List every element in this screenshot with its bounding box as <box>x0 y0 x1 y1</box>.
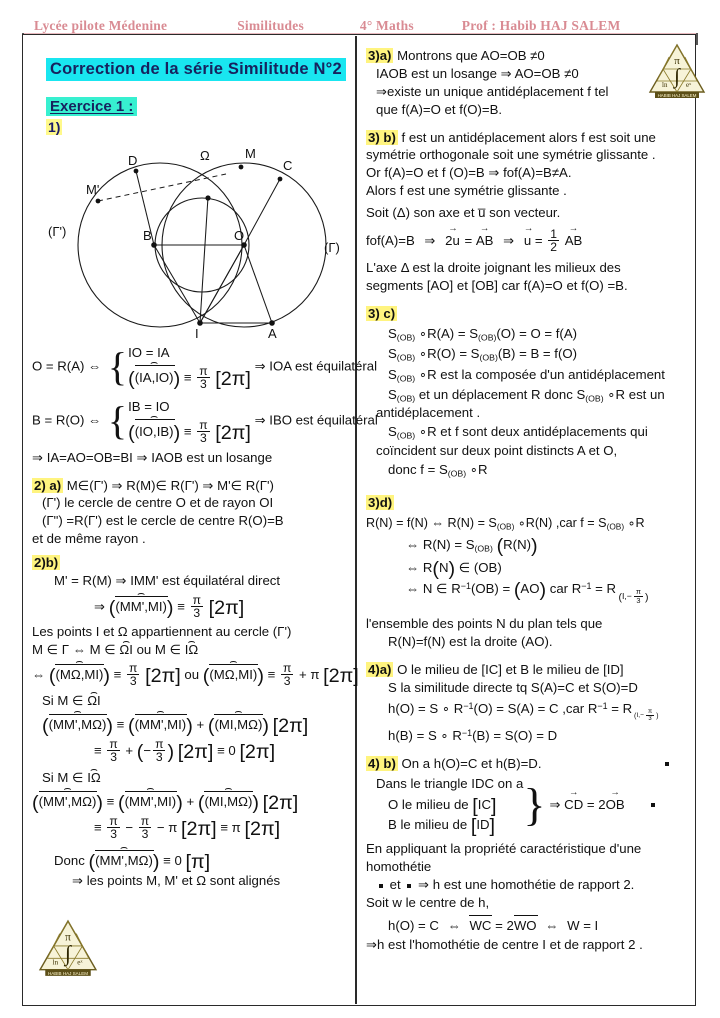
q3c-line2: $S_{(OB)}$ ∘R(O) = $S_{(OB)}(B) = B = f(O)$ <box>388 346 577 363</box>
eq2-lhs: B = R(O) ⇔ <box>32 412 102 428</box>
q3d-line1: R(N) = f(N) ⇔ $R(N) = S_{(OB)}$ ∘R(N) ,car $f = S_{(OB)}$ ∘R <box>366 516 645 532</box>
label-C: C <box>283 158 293 173</box>
q4b-line3: O le milieu de [IC] <box>388 794 497 817</box>
q3c-line7: coïncident sur deux point distincts A et O, <box>376 442 618 458</box>
q3c-line5: antidéplacement . <box>376 405 481 421</box>
q3a-line1: Montrons que AO=OB ≠0 <box>397 48 545 63</box>
q3a-line3: ⇒existe un unique antidéplacement f tel <box>376 83 609 99</box>
q3b-line5: Soit (Δ) son axe et u̅ son vecteur. <box>366 205 561 221</box>
eq2-conclusion: ⇒ IBO est équilatéral <box>254 412 378 428</box>
q3b-line4: Alors f est une symétrie glissante . <box>366 183 567 199</box>
q3d-line3: ⇔ R(N) ∈ (OB) <box>406 557 502 580</box>
q4b-line7: et ⇒ h est une homothétie de rapport 2. <box>366 877 688 894</box>
q4b-line1: On a h(O)=C et h(B)=D. <box>401 755 542 771</box>
footer-emblem <box>38 918 98 980</box>
brace-icon: { <box>107 344 128 390</box>
q3b-line7: segments [AO] et [OB] car f(A)=O et f(O) =B. <box>366 278 628 294</box>
q4b-line9: ⇒h est l'homothétie de centre I et de rapport 2 . <box>366 936 643 952</box>
svg-text:eˣ: eˣ <box>77 958 83 967</box>
svg-text:∫: ∫ <box>674 64 680 88</box>
question-2b-label: 2)b) <box>34 555 59 571</box>
label-Omega: Ω <box>200 148 210 163</box>
brace-icon: { <box>107 398 128 444</box>
membership-line: M ∈ Γ ⇔ M ∈ ΩI ⌢ ou M ∈ IΩ ⌢ <box>32 642 348 659</box>
header-level: 4° Maths <box>359 18 414 33</box>
vector-CD: CD → <box>564 797 583 814</box>
svg-text:eˣ: eˣ <box>686 81 692 89</box>
q3b-line6: L'axe Δ est la droite joignant les milieux des <box>366 260 621 276</box>
equivalence-line: ⇔ ((MΩ,MI) ⌢) ≡ $\frac{\pi}{3}$ [2π] ou ((MΩ,MI) ⌢) ≡ $\frac{\pi}{3}$ + π [2π] <box>32 662 348 688</box>
question-3b <box>366 130 688 147</box>
vector-AB-2: AB → <box>565 233 583 250</box>
question-2a <box>32 478 348 495</box>
bullet-marker-3 <box>379 884 383 888</box>
svg-text:ln: ln <box>52 958 59 967</box>
q3c-line3: $S_{(OB)}$ ∘R est la composée d'un antidéplacement <box>388 366 665 384</box>
emblem-caption: HABIB HAJ SALEM <box>47 970 89 976</box>
geometry-figure <box>32 139 358 339</box>
q4b-line4: B le milieu de [ID] <box>388 815 496 838</box>
case-2-eq1: ((MM',MΩ) ⌢) ≡ ((MM',MI) ⌢) + ((MI,MΩ) ⌢) [2π] <box>32 789 348 811</box>
question-4b <box>366 756 688 773</box>
case-2-eq2: ≡ $\frac{\pi}{3}$ − $\frac{\pi}{3}$ − π [2π] ≡ π [2π] <box>94 813 281 841</box>
page-title: Correction de la série Similitude N°2 <box>46 58 346 81</box>
q4b-equation: h(O) = C ⇔ WC = 2WO ⇔ W = I <box>388 917 599 933</box>
question-3c-label: 3) c) <box>368 305 396 321</box>
right-column <box>360 40 694 1002</box>
haj-salem-math-emblem <box>648 42 706 102</box>
q3d-line5: l'ensemble des points N du plan tels que <box>366 616 603 632</box>
label-M: M <box>245 146 256 161</box>
svg-text:π: π <box>65 931 71 944</box>
question-2b <box>32 555 348 572</box>
eq1-conclusion: ⇒ IOA est équilatéral <box>254 358 378 374</box>
eq1-angle: (IA,IO) ⌢ <box>135 363 174 388</box>
q3b-line3: Or f(A)=O et f (O)=B ⇒ fof(A)=B≠A. <box>366 165 572 181</box>
bullet-marker-1 <box>665 762 669 766</box>
svg-text:π: π <box>674 55 680 67</box>
case-1-label: Si M ∈ ΩI ⌢ <box>32 693 348 710</box>
bullet-marker-4 <box>407 884 411 888</box>
equation-O-equals-RA <box>32 343 378 392</box>
vector-WO: WO <box>513 917 537 933</box>
q3d-line2: ⇔ $R(N) = S_{(OB)}$ (R(N)) <box>406 535 538 558</box>
q4b-triangle-block <box>366 775 688 836</box>
q3c-line1: $S_{(OB)}$ ∘R(A) = $S_{(OB)}(O) = O = f(A)$ <box>388 325 578 343</box>
eq1-row1: IO = IA <box>128 345 170 360</box>
q4b-line2: Dans le triangle IDC on a <box>376 775 524 791</box>
alignment-conclusion: ⇒ les points M, M' et Ω sont alignés <box>72 872 281 888</box>
page-header <box>22 10 698 34</box>
q2b-line1: M' = R(M) ⇒ IMM' est équilatéral direct <box>54 573 281 589</box>
label-circle-gamma-prime: (Γ') <box>48 224 67 239</box>
question-2a-text: M∈(Γ') ⇒ R(M)∈ R(Γ') ⇒ M'∈ R(Γ') <box>66 477 274 493</box>
q3c-line4: $S_{(OB)}$ et un déplacement R donc $S_{(OB)}$ ∘R est un <box>388 386 665 404</box>
question-4b-label: 4) b) <box>368 755 396 771</box>
emblem-caption: HABIB HAJ SALEM <box>657 93 697 98</box>
q3d-line6: R(N)=f(N) est la droite (AO). <box>388 634 553 650</box>
vector-AB: AB → <box>476 233 494 250</box>
left-column <box>26 40 378 1002</box>
question-3d-label: 3)d) <box>368 495 393 511</box>
q4b-result: ⇒ CD → = 2OB → <box>549 797 624 814</box>
right-brace-icon: } <box>523 779 546 831</box>
label-B: B <box>143 228 152 243</box>
q3d-line4: ⇔ N ∈ $R^{-1}(OB) = (AO)$ car $R^{-1} = R$ $_{(I,- \frac{\pi}{3} )}$ <box>406 579 649 605</box>
q3c-line8: donc $f = S_{(OB)}$ ∘R <box>388 461 488 478</box>
eq1-lhs: O = R(A) ⇔ <box>32 358 102 374</box>
question-2a-label: 2) a) <box>34 477 62 493</box>
question-1-label: 1) <box>48 119 61 135</box>
question-3a <box>366 48 688 65</box>
q3b-line1: f est un antidéplacement alors f est soit une <box>401 129 656 145</box>
q3a-line2: IAOB est un losange ⇒ AO=OB ≠0 <box>376 65 579 81</box>
equation-B-equals-RO <box>32 397 378 445</box>
case-2-label: Si M ∈ IΩ ⌢ <box>32 770 348 787</box>
question-3b-label: 3) b) <box>368 129 396 145</box>
q4b-line6: homothétie <box>366 859 432 875</box>
two-circles-diagram <box>32 139 358 339</box>
question-4a <box>366 662 688 679</box>
q3c-line6: $S_{(OB)}$ ∘R et f sont deux antidéplacements qui <box>388 424 648 441</box>
case-1-eq2: ≡ $\frac{\pi}{3}$ + (− $\frac{\pi}{3}$ ) [2π] ≡ 0 [2π] <box>94 736 276 765</box>
vector-WC: WC <box>469 917 492 933</box>
question-3a-label: 3)a) <box>368 48 392 63</box>
label-O: O <box>234 228 245 243</box>
q2a-line2: (Γ') le cercle de centre O et de rayon OI <box>42 495 274 511</box>
exercise-heading: Exercice 1 : <box>46 97 137 116</box>
header-teacher: Prof : Habib HAJ SALEM <box>461 18 621 33</box>
vector-u: u → <box>524 233 531 250</box>
header-school: Lycée pilote Médenine <box>34 18 168 33</box>
q2b-equation: ⇒ ((MM',MI) ⌢) ≡ $\frac{\pi}{3}$ [2π] <box>32 594 348 620</box>
q2a-line4: et de même rayon . <box>32 531 146 547</box>
label-M-prime: M' <box>86 182 100 197</box>
label-circle-gamma: (Γ) <box>324 240 340 255</box>
q2a-line3: (Γ") =R(Γ') est le cercle de centre R(O)=B <box>42 513 284 529</box>
svg-text:ln: ln <box>662 81 668 89</box>
q4a-line2: S la similitude directe tq S(A)=C et S(O)=D <box>388 680 638 695</box>
q4a-line3: h(O) = S ∘ $R^{-1}(O) = S(A) = C$ ,car $R^{-1} = R$ $_{(I,- \frac{\pi}{3} )}$ <box>388 700 659 722</box>
q3a-line4: que f(A)=O et f(O)=B. <box>376 101 503 117</box>
points-on-circle: Les points I et Ω appartiennent au cercle (Γ') <box>32 624 292 640</box>
bullet-marker-2 <box>651 803 655 807</box>
vector-2u: 2u → <box>445 233 461 250</box>
label-A: A <box>268 326 277 339</box>
eq1-system: { IO = IA ((IA,IO) ⌢) ≡ $\frac{\pi}{3}$ [2π] <box>105 343 251 391</box>
case-1-eq1: ((MM',MΩ) ⌢) ≡ ((MM',MI) ⌢) + ((MI,MΩ) ⌢) [2π] <box>32 712 348 734</box>
q4b-line8: Soit w le centre de h, <box>366 895 490 911</box>
haj-salem-math-emblem <box>38 918 98 980</box>
losange-conclusion: ⇒ IA=AO=OB=BI ⇒ IAOB est un losange <box>32 449 273 465</box>
eq2-row1: IB = IO <box>128 398 170 414</box>
q3b-line2: symétrie orthogonale soit une symétrie glissante . <box>366 147 656 163</box>
eq2-angle: (IO,IB) ⌢ <box>135 417 174 442</box>
label-I: I <box>195 326 199 339</box>
label-D: D <box>128 153 138 168</box>
header-subject: Similitudes <box>237 18 304 33</box>
question-3d <box>366 495 688 512</box>
question-3c <box>366 306 688 323</box>
eq2-system: { IB = IO ((IO,IB) ⌢) ≡ $\frac{\pi}{3}$ [2π] <box>105 397 251 445</box>
q4a-line1: O le milieu de [IC] et B le milieu de [ID] <box>397 662 624 678</box>
donc-line: Donc ((MM',MΩ) ⌢) ≡ 0 [π] <box>32 848 348 870</box>
q4a-line4: h(B) = S ∘ $R^{-1}(B) = S(O) = D$ <box>388 727 558 743</box>
svg-text:∫: ∫ <box>65 941 71 966</box>
question-4a-label: 4)a) <box>368 662 392 678</box>
q3b-equation: fof(A)=B ⇒ 2u → = AB → ⇒ u → = $\frac{1}{2}$ AB → <box>366 228 688 254</box>
header-emblem <box>648 42 706 102</box>
vector-OB: OB → <box>606 797 625 814</box>
q4b-line5: En appliquant la propriété caractéristique d'une <box>366 841 642 857</box>
